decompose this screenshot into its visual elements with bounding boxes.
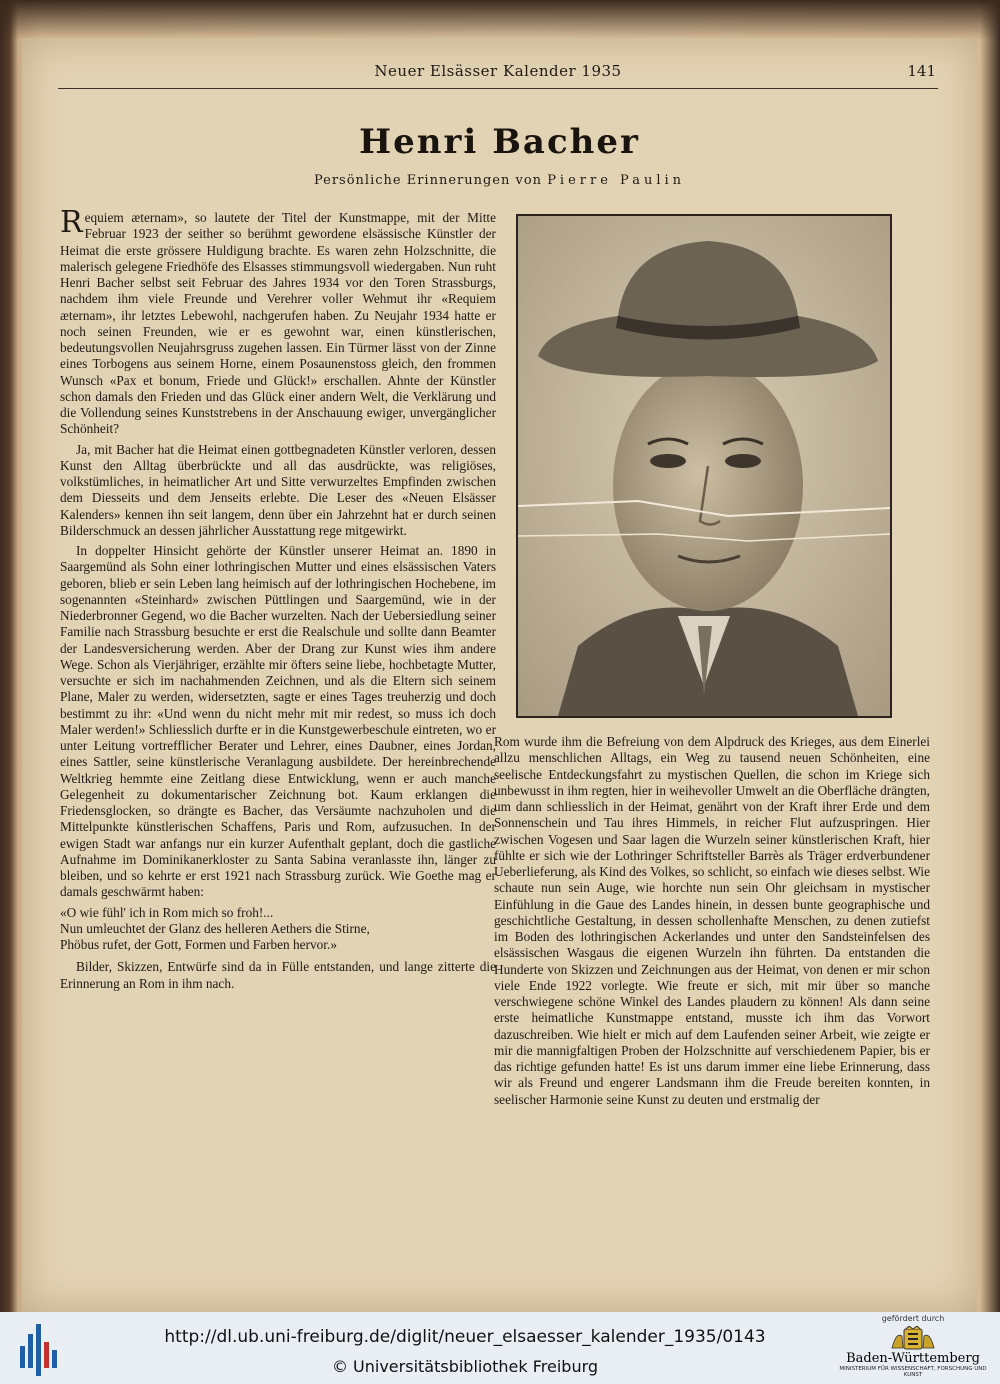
sponsor-prefix: gefördert durch: [881, 1314, 945, 1323]
calendar-page: [22, 38, 977, 1312]
document-url[interactable]: http://dl.ub.uni-freiburg.de/diglit/neuer_elsaesser_kalender_1935/0143: [164, 1327, 766, 1347]
article-subtitle: [22, 173, 977, 188]
portrait-photo: [516, 214, 892, 718]
goethe-quote: [60, 905, 496, 954]
left-column: [60, 205, 496, 1290]
poem-line-3: Phöbus rufet, der Gott, Formen und Farben hervor.»: [60, 937, 337, 952]
drop-cap: R: [60, 205, 83, 240]
sponsor-ministry: MINISTERIUM FÜR WISSENSCHAFT, FORSCHUNG UND KUNST: [839, 1366, 987, 1378]
sponsor-name: Baden-Württemberg: [846, 1351, 980, 1366]
library-footer: [0, 1312, 1000, 1384]
author-name: Pierre Paulin: [547, 173, 686, 188]
poem-line-2: Nun umleuchtet der Glanz des helleren Aethers die Stirne,: [60, 920, 370, 936]
paragraph-5: Rom wurde ihm die Befreiung von dem Alpdruck des Krieges, aus dem Einerlei allzu menschlichen Alltags, ein Weg zu tausend neuen Schönheiten, eine seelische Entdeckungsfahrt zu mystischen Quellen, die schon im Kriege sich unbewusst in ihm regten, hier in weihevoller Umwelt an die Oberfläche drängten, um dann schliesslich in der Heimat, genährt von der Kraft ihrer Erde und dem Sonnenschein und Tau ihres Himmels, in reicher Flut aufzuspringen. Hier zwischen Vogesen und Saar lagen die Wurzeln seiner künstlerischen Kraft, hier fühlte er sich wie der Lothringer Schriftsteller Barrès als Träger erdverbundener Ueberlieferung, als Kind des Volkes, so schlicht, so einfach wie dieses selbst. Wie schaute nun sein Auge, wie horchte nun sein Ohr gleichsam in mystischer Einfühlung in die Gaue des Landes hinein, in dessen bunte geographische und geschichtliche Gestaltung, in dessen schollenhafte Menschen, zu denen zutiefst im Boden des lothringischen Ackerlandes und unter den Sandsteinfelsen des elsässischen Wasgaus die eigenen Wurzeln ihn führten. Da entstanden die Hunderte von Skizzen und Zeichnungen aus der Heimat, von denen er mir schon viele Ende 1922 vorlegte. Wie freute er sich, mit mir über so manche verschwiegene schöne Winkel des Landes plaudern zu können! Als dann seine erste heimatliche Kunstmappe entstand, musste ich ihm das Vorwort dazuschreiben. Wie hielt er mich auf dem Laufenden seiner Arbeit, wie zeigte er mir die mannigfaltigen Proben der Holzschnitte auf verschiedenem Papier, bis er das richtige gefunden hatte! Es ist uns darum immer eine liebe Erinnerung, dass wir als Freund und engerer Landsmann ihm die Freude bereiten konnten, in seelischer Harmonie seine Kunst zu deuten und erstmalig der: [494, 734, 930, 1107]
article-title: Henri Bacher: [359, 122, 640, 162]
paragraph-1: [60, 205, 496, 438]
page-number: 141: [907, 62, 936, 80]
poem-line-1: «O wie fühl' ich in Rom mich so froh!...: [60, 904, 274, 920]
paragraph-4: Bilder, Skizzen, Entwürfe sind da in Fülle entstanden, und lange zitterte die Erinnerung an Rom in ihm nach.: [60, 959, 496, 991]
subtitle-prefix: Persönliche Erinnerungen von: [313, 173, 543, 188]
portrait-drawing: [518, 216, 890, 716]
copyright-notice: © Universitätsbibliothek Freiburg: [331, 1357, 599, 1376]
right-column: [494, 734, 930, 1274]
paragraph-3: In doppelter Hinsicht gehörte der Künstler unserer Heimat an. 1890 in Saargemünd als Sohn einer lothringischen Mutter und eines elsässischen Vaters geboren, blieb er sein Leben lang heimisch auf der lothringischen Hochebene, im sogenannten «Steinhard» zwischen Püttlingen und Saargemünd, wie in der Niederbronner Gegend, wo die Bacher wurzelten. Nach der Uebersiedlung seiner Familie nach Strassburg besuchte er erst die Realschule und sollte dann Beamter der Landesversicherung werden. Aber der Drang zur Kunst wies ihm andere Wege. Schon als Vierjähriger, erzählte mir öfters seine liebe, hochbetagte Mutter, versuchte er sich im nachahmenden Zeichnen, und als die Eltern sich seinem Plane, Maler zu werden, widersetzten, sagte er eines Tages treuherzig und doch bestimmt zu ihr: «Und wenn du nicht mehr mit mir redest, so muss ich doch Maler werden!» Schliesslich durfte er in die Kunstgewerbeschule eintreten, wo er unter Leitung vortrefflicher Berater und Lehrer, eines Daubner, eines Jordan, eines Sattler, seine künstlerische Veranlagung ausbildete. Der hereinbrechende Weltkrieg hemmte eine Zeitlang diese Entwicklung, wenn er auch manche Gelegenheit zu dokumentarischer Zeichnung bot. Kaum erklangen die Friedensglocken, so drängte es Bacher, das Versäumte nachzuholen und die Mittelpunkte künstlerischen Schaffens, Paris und Rom, aufzusuchen. In der ewigen Stadt war anfangs nur ein kurzer Aufenthalt geplant, doch die gastliche Aufnahme im Dominikanerkloster zu Santa Sabina veranlasste ihn, länger zu bleiben, und so kehrte er erst 1921 nach Strassburg zurück. Wie Goethe mag er damals geschwärmt haben:: [60, 543, 496, 900]
running-head-title: Neuer Elsässer Kalender 1935: [374, 62, 622, 80]
paragraph-1-text: equiem æternam», so lautete der Titel der Kunstmappe, mit der Mitte Februar 1923 der seither so berühmt gewordene elsässische Künstler der Heimat die erste grössere Huldigung brachte. Es waren zehn Holzschnitte, die malerisch gelegene Friedhöfe des Elsasses stimmungsvoll wiedergaben. Nun ruht Henri Bacher selbst seit Februar des Jahres 1934 vor den Toren Strassburgs, nachdem ihm viele Freunde und Verehrer voller Wehmut ihr «Requiem æternam», ihr letztes Lebewohl, nachgerufen haben. Zu Neujahr 1934 hatte er noch seinen Freunden, wie er es gewohnt war, einen künstlerischen, bedeutungsvollen Neujahrsgruss zugehen lassen. Ein Türmer lässt von der Zinne eines Torbogens aus seinem Horne, einem Posaunenstoss gleich, den frommen Wunsch «Pax et bonum, Friede und Glück!» erschallen. Ahnte der Künstler schon damals den Frieden und das Glück einer andern Welt, die Verklärung und die Vollendung seines Kunststrebens in der Anschauung ewiger, unvergänglicher Schönheit?: [60, 210, 496, 437]
sponsor-logo: [838, 1314, 988, 1384]
running-head: [58, 60, 938, 89]
baden-wuerttemberg-crest-icon: [890, 1326, 936, 1352]
paragraph-2: Ja, mit Bacher hat die Heimat einen gottbegnadeten Künstler verloren, dessen Kunst den Alltag überbrückte und all das ausdrückte, was religiöses, volkstümliches, in heimatlicher Art und Sitte verwurzeltes Empfinden zwischen dem Diesseits und dem Jenseits erlebte. Die Leser des «Neuen Elsässer Kalenders» kennen ihn seit langem, denn über ein Jahrzehnt hat er durch seinen Bilderschmuck an dessen jährlicher Ausstattung rege mitgewirkt.: [60, 441, 496, 538]
